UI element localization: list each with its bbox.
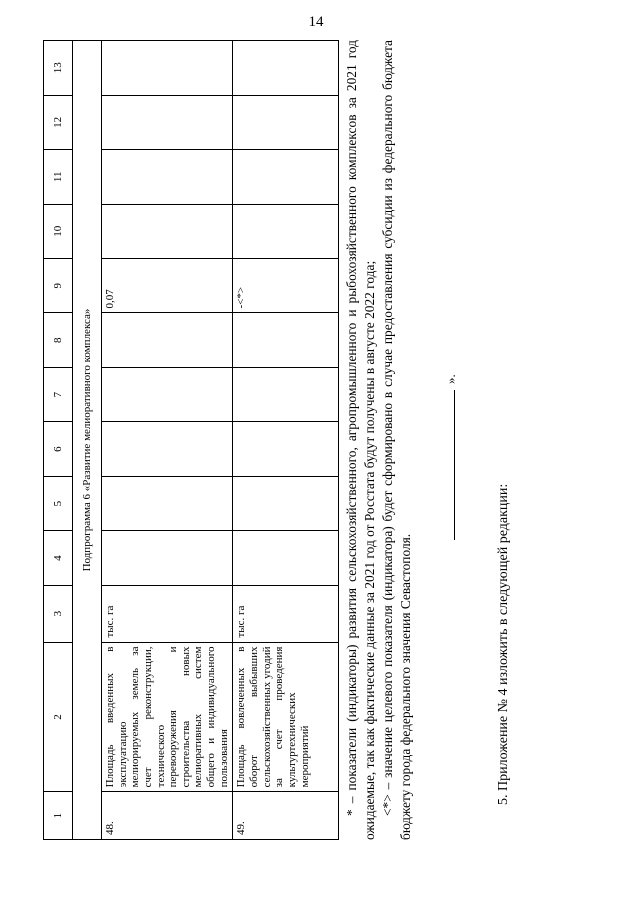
- value-cell: [233, 422, 339, 476]
- value-cell: [102, 95, 233, 149]
- header-cell: 4: [44, 531, 73, 585]
- indicator-name: Площадь введенных в эксплуатацию мелиорируемых земель за счет реконструкции, технического перевооружения и строительства новых мелиоративных систем общего и индивидуального пользования: [102, 642, 233, 792]
- header-cell: 10: [44, 204, 73, 258]
- header-cell: 5: [44, 476, 73, 530]
- value-cell: [233, 313, 339, 367]
- value-cell: [102, 150, 233, 204]
- value-cell-9: -<*>: [233, 258, 339, 312]
- closing-quote: ».: [443, 374, 458, 384]
- row-number: 49.: [233, 792, 339, 840]
- section-paragraph: 5. Приложение № 4 изложить в следующей редакции:: [496, 483, 511, 805]
- unit-cell: тыс. га: [233, 585, 339, 642]
- header-cell: 9: [44, 258, 73, 312]
- page-number: 14: [308, 14, 324, 30]
- closing-mark: [443, 340, 459, 540]
- row-number: 48.: [102, 792, 233, 840]
- unit-cell: тыс. га: [102, 585, 233, 642]
- value-cell: [233, 41, 339, 96]
- header-cell: 11: [44, 150, 73, 204]
- table-row: [102, 41, 233, 840]
- value-cell: [233, 95, 339, 149]
- value-cell: [102, 476, 233, 530]
- value-cell: [233, 150, 339, 204]
- value-cell: [102, 367, 233, 421]
- header-cell: 3: [44, 585, 73, 642]
- footnote-2: <*> – значение целевого показателя (индикатора) будет сформировано в случае предоставления субсидии из федерального бюджета бюджету города федерального значения Севастополя.: [380, 40, 414, 840]
- rotated-content: [43, 40, 598, 840]
- value-cell-9: 0,07: [102, 258, 233, 312]
- value-cell: [102, 41, 233, 96]
- subprogram-title: Подпрограмма 6 «Развитие мелиоративного комплекса»: [73, 41, 102, 840]
- table-header-row: [44, 41, 73, 840]
- value-cell: [102, 531, 233, 585]
- closing-underline: [444, 390, 455, 540]
- header-cell: 6: [44, 422, 73, 476]
- header-cell: 12: [44, 95, 73, 149]
- value-cell: [102, 422, 233, 476]
- header-cell: 2: [44, 642, 73, 792]
- header-cell: 13: [44, 41, 73, 96]
- indicator-table: [43, 40, 339, 840]
- value-cell: [102, 204, 233, 258]
- header-cell: 1: [44, 792, 73, 840]
- value-cell: [233, 204, 339, 258]
- subprogram-row: [73, 41, 102, 840]
- indicator-name: Площадь вовлеченных в оборот выбывших сельскохозяйственных угодий за счет проведения культуртехнических мероприятий: [233, 642, 339, 792]
- table-row: [233, 41, 339, 840]
- header-cell: 8: [44, 313, 73, 367]
- footnote-1: * – показатели (индикаторы) развития сельскохозяйственного, агропромышленного и рыбохозяйственного комплексов за 2021 год ожидаемые, так как фактические данные за 2021 год от Росстата будут получены в августе 2022 года;: [344, 40, 378, 840]
- value-cell: [102, 313, 233, 367]
- footnotes: [343, 40, 415, 840]
- value-cell: [233, 367, 339, 421]
- header-cell: 7: [44, 367, 73, 421]
- value-cell: [233, 531, 339, 585]
- value-cell: [233, 476, 339, 530]
